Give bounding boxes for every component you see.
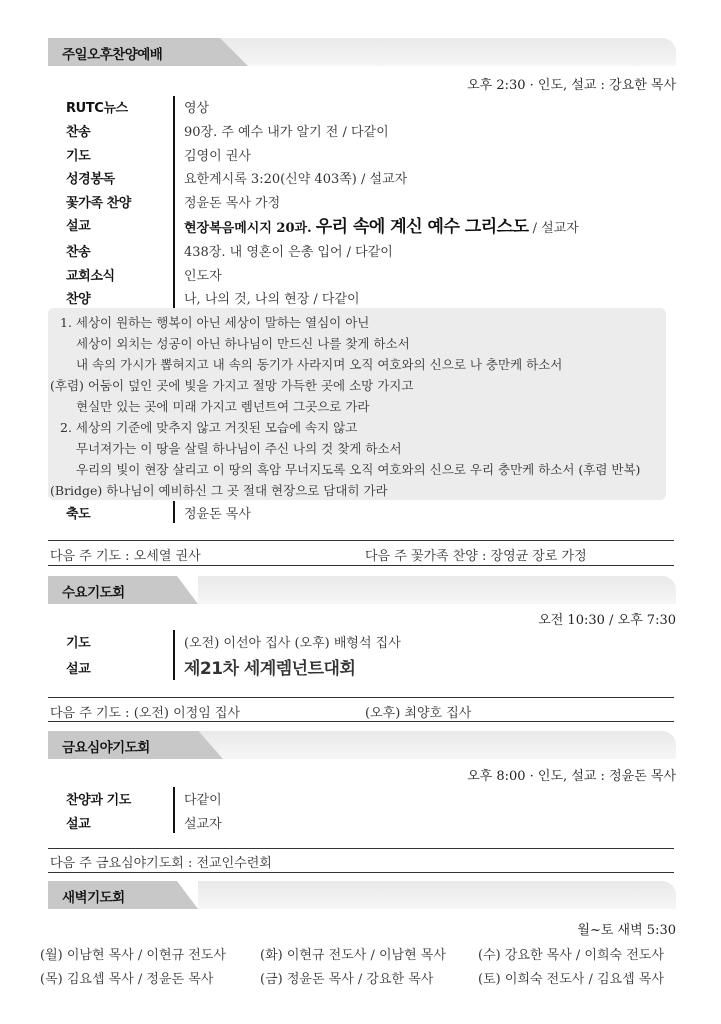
lyric-line: 내 속의 가시가 뽑혀지고 내 속의 동기가 사라지며 오직 여호와의 신으로 나 충만케 하소서	[76, 357, 563, 372]
service-time-info: 오후 2:30 · 인도, 설교 : 강요한 목사	[467, 78, 676, 93]
section-title: 금요심야기도회	[62, 740, 150, 756]
order-label: 축도	[66, 507, 91, 522]
order-label: 성경봉독	[66, 172, 115, 187]
lyric-line: 현실만 있는 곳에 미래 가지고 렘넌트여 그곳으로 가라	[76, 399, 370, 414]
order-label: 찬송	[66, 245, 91, 260]
order-label: 기도	[66, 636, 91, 651]
sermon-speaker: / 설교자	[532, 221, 579, 236]
order-row-sermon	[66, 212, 676, 236]
order-value: 90장. 주 예수 내가 알기 전 / 다같이	[184, 125, 389, 140]
next-week-friday: 다음 주 금요심야기도회 : 전교인수련회	[50, 856, 272, 871]
order-label: 설교	[66, 219, 91, 234]
lyric-line: 1. 세상이 원하는 행복이 아닌 세상이 말하는 열심이 아닌	[60, 315, 370, 330]
lyric-line: 2. 세상의 기준에 맞추지 않고 거짓된 모습에 속지 않고	[60, 420, 358, 435]
order-row	[66, 118, 676, 142]
section-header-band	[198, 576, 676, 604]
order-row	[66, 262, 676, 286]
order-value: 인도자	[184, 269, 222, 284]
next-week-prayer-pm: (오후) 최양호 집사	[365, 706, 472, 721]
lyric-line: (후렴) 어둠이 덮인 곳에 빛을 가지고 절망 가득한 곳에 소망 가지고	[50, 378, 414, 393]
dawn-schedule-item: (화) 이현규 전도사 / 이남현 목사	[260, 948, 446, 963]
order-row-sermon	[66, 653, 676, 677]
order-label: 기도	[66, 149, 91, 164]
divider	[48, 540, 674, 541]
section-header-dawn	[48, 881, 676, 909]
order-value: 정윤돈 목사 가정	[184, 196, 281, 211]
order-value: 다같이	[184, 793, 222, 808]
section-header-sunday	[48, 38, 676, 66]
divider	[48, 565, 674, 566]
dawn-schedule-item: (월) 이남현 목사 / 이현규 전도사	[40, 948, 226, 963]
order-value: 김영이 권사	[184, 149, 251, 164]
service-time-info: 오후 8:00 · 인도, 설교 : 정윤돈 목사	[467, 769, 676, 784]
section-header-band	[198, 38, 676, 66]
order-label: 찬양	[66, 292, 91, 307]
lyric-line: 우리의 빛이 현장 살리고 이 땅의 흑암 무너지도록 오직 여호와의 신으로 우리 충만케 하소서 (후렴 반복)	[76, 462, 641, 477]
order-value: 나, 나의 것, 나의 현장 / 다같이	[184, 292, 360, 307]
lyric-line: (Bridge) 하나님이 예비하신 그 곳 절대 현장으로 담대히 가라	[50, 483, 388, 498]
order-row	[66, 238, 676, 262]
sermon-title: 우리 속에 계신 예수 그리스도	[315, 217, 529, 237]
lyric-line: 무너져가는 이 땅을 살릴 하나님이 주신 나의 것 찾게 하소서	[76, 441, 402, 456]
order-value: 요한계시록 3:20(신약 403쪽) / 설교자	[184, 172, 408, 187]
section-title: 새벽기도회	[62, 890, 125, 906]
section-header-band	[198, 731, 676, 759]
order-row	[66, 165, 676, 189]
order-label: RUTC뉴스	[66, 101, 128, 116]
order-row	[66, 142, 676, 166]
sermon-title: 제21차 세계렘넌트대회	[184, 659, 356, 679]
order-row	[66, 189, 676, 213]
next-week-prayer: 다음 주 기도 : 오세열 권사	[50, 549, 201, 564]
service-time-info: 월~토 새벽 5:30	[577, 923, 676, 938]
divider	[48, 872, 674, 873]
section-title: 주일오후찬양예배	[62, 47, 163, 63]
order-label: 설교	[66, 662, 91, 677]
dawn-schedule-item: (토) 이희숙 전도사 / 김요셉 목사	[478, 972, 664, 987]
order-label: 찬양과 기도	[66, 793, 131, 808]
section-header-band	[198, 881, 676, 909]
dawn-schedule-item: (목) 김요셉 목사 / 정윤돈 목사	[40, 972, 214, 987]
order-value: (오전) 이선아 집사 (오후) 배형석 집사	[184, 636, 401, 651]
order-row	[66, 629, 676, 653]
section-title: 수요기도회	[62, 585, 125, 601]
order-label: 꽃가족 찬양	[66, 196, 131, 211]
sermon-value	[184, 212, 579, 237]
order-row	[66, 94, 676, 118]
order-row	[66, 786, 676, 810]
order-value: 정윤돈 목사	[184, 507, 251, 522]
lyric-line: 세상이 외치는 성공이 아닌 하나님이 만드신 나를 찾게 하소서	[76, 336, 410, 351]
dawn-schedule-item: (수) 강요한 목사 / 이희숙 전도사	[478, 948, 664, 963]
order-row	[66, 810, 676, 834]
order-row	[66, 285, 676, 309]
order-label: 찬송	[66, 125, 91, 140]
sermon-series: 현장복음메시지 20과.	[184, 221, 312, 236]
service-time-info: 오전 10:30 / 오후 7:30	[538, 613, 676, 628]
section-header-wednesday	[48, 576, 676, 604]
dawn-schedule-item: (금) 정윤돈 목사 / 강요한 목사	[260, 972, 434, 987]
section-header-friday	[48, 731, 676, 759]
order-label: 교회소식	[66, 269, 115, 284]
order-value: 438장. 내 영혼이 은총 입어 / 다같이	[184, 245, 393, 260]
order-value: 영상	[184, 101, 210, 116]
divider	[48, 721, 674, 722]
divider	[48, 697, 674, 698]
next-week-prayer-am: 다음 주 기도 : (오전) 이정임 집사	[50, 706, 241, 721]
order-row-benediction	[66, 500, 676, 524]
order-value: 설교자	[184, 817, 222, 832]
divider	[48, 848, 674, 849]
next-week-family: 다음 주 꽃가족 찬양 : 장영균 장로 가정	[365, 549, 587, 564]
order-label: 설교	[66, 817, 91, 832]
